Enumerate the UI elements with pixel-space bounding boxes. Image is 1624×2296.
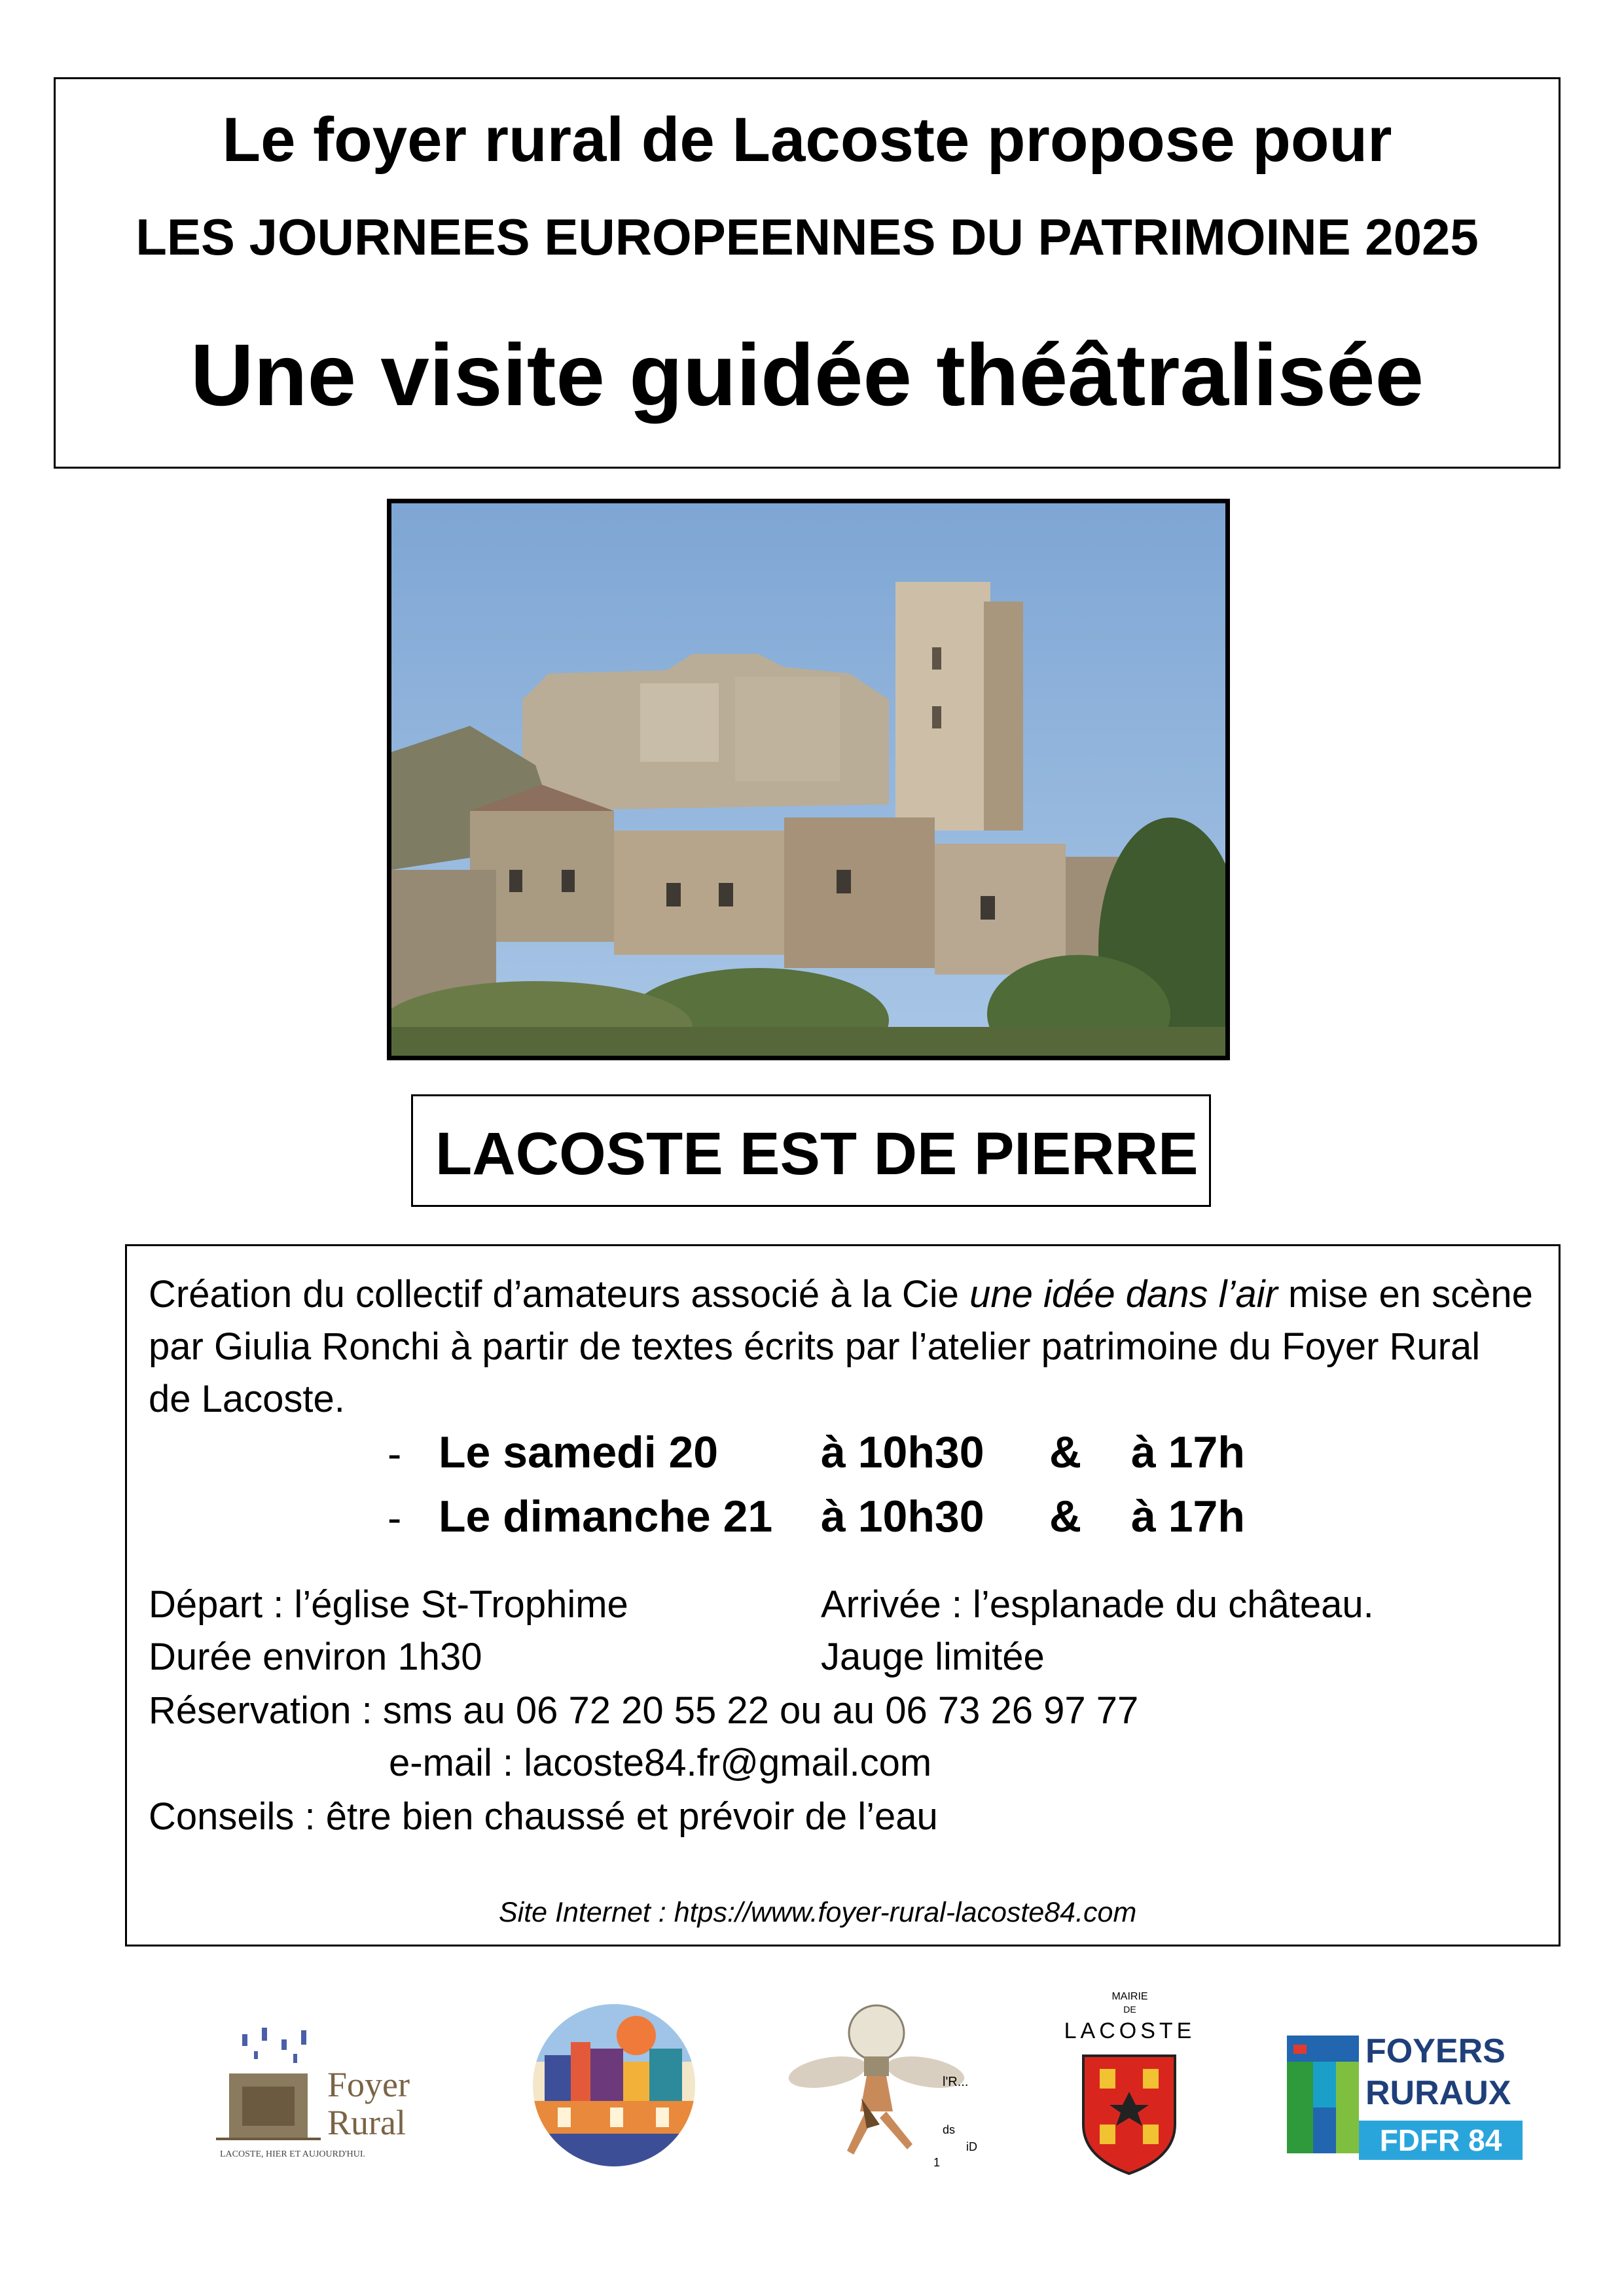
- website-link[interactable]: Site Internet : htps://www.foyer-rural-lacoste84.com: [499, 1897, 1137, 1928]
- arrival-text: Arrivée : l’esplanade du château.: [821, 1583, 1374, 1626]
- mairie-lacoste-logo: [1039, 1987, 1220, 2183]
- idee-text-3: iD: [966, 2140, 977, 2153]
- mairie-label: MAIRIE: [1111, 1991, 1148, 2002]
- foyer-rural-logo: [216, 2021, 432, 2165]
- schedule-dash: -: [388, 1430, 402, 1477]
- schedule-ampersand: &: [1049, 1492, 1082, 1541]
- mairie-de-label: DE: [1123, 2004, 1136, 2015]
- idee-text-2: ds: [943, 2123, 956, 2136]
- email-text: e-mail : lacoste84.fr@gmail.com: [389, 1742, 932, 1784]
- mairie-town-name: LACOSTE: [1064, 2018, 1196, 2043]
- intro-line-1: Création du collectif d’amateurs associé à la Cie une idée dans l’air mise en scène: [149, 1273, 1533, 1316]
- foyer-rural-name-2: Rural: [327, 2103, 406, 2142]
- info-box: [125, 1244, 1561, 1946]
- fdfr-line-2: RURAUX: [1365, 2074, 1511, 2112]
- header-line-2: LES JOURNEES EUROPEENNES DU PATRIMOINE 2025: [135, 208, 1479, 266]
- coat-of-arms-icon: [1080, 2053, 1178, 2177]
- event-title-box: [411, 1094, 1211, 1207]
- advice-text: Conseils : être bien chaussé et prévoir de l’eau: [149, 1795, 938, 1838]
- company-name: une idée dans l’air: [969, 1273, 1278, 1316]
- fdfr84-logo: [1287, 2022, 1523, 2166]
- duration-text: Durée environ 1h30: [149, 1636, 482, 1678]
- schedule-time-afternoon: à 17h: [1131, 1492, 1245, 1541]
- intro-line-2: par Giulia Ronchi à partir de textes écrits par l’atelier patrimoine du Foyer Rural: [149, 1325, 1481, 1368]
- foyer-rural-tagline: LACOSTE, HIER ET AUJOURD'HUI.: [220, 2149, 365, 2159]
- fdfr-line-1: FOYERS: [1365, 2032, 1506, 2070]
- schedule-dash: -: [388, 1494, 402, 1541]
- header-box: [54, 77, 1561, 469]
- idee-text-1: l'R...: [943, 2075, 969, 2089]
- schedule-time-morning: à 10h30: [821, 1492, 984, 1541]
- header-line-3: Une visite guidée théâtralisée: [190, 327, 1424, 424]
- event-title: LACOSTE EST DE PIERRE: [435, 1121, 1199, 1187]
- schedule-ampersand: &: [1049, 1427, 1082, 1477]
- schedule-day: Le dimanche 21: [439, 1492, 773, 1541]
- idee-dans-lair-logo: [788, 2000, 991, 2181]
- foyer-rural-name-1: Foyer: [327, 2065, 410, 2104]
- intro-line-3: de Lacoste.: [149, 1378, 345, 1420]
- schedule-time-afternoon: à 17h: [1131, 1427, 1245, 1477]
- header-line-1: Le foyer rural de Lacoste propose pour: [222, 105, 1392, 175]
- fdfr-line-3: FDFR 84: [1359, 2121, 1523, 2160]
- city-circle-logo: [532, 2003, 696, 2168]
- schedule-time-morning: à 10h30: [821, 1427, 984, 1477]
- departure-text: Départ : l’église St-Trophime: [149, 1583, 628, 1626]
- capacity-text: Jauge limitée: [821, 1636, 1045, 1678]
- schedule-day: Le samedi 20: [439, 1427, 719, 1477]
- reservation-text: Réservation : sms au 06 72 20 55 22 ou au 06 73 26 97 77: [149, 1689, 1139, 1732]
- fdfr-emblem: [1287, 2036, 1359, 2153]
- village-photo: [387, 499, 1230, 1060]
- idee-text-4: 1: [933, 2156, 941, 2169]
